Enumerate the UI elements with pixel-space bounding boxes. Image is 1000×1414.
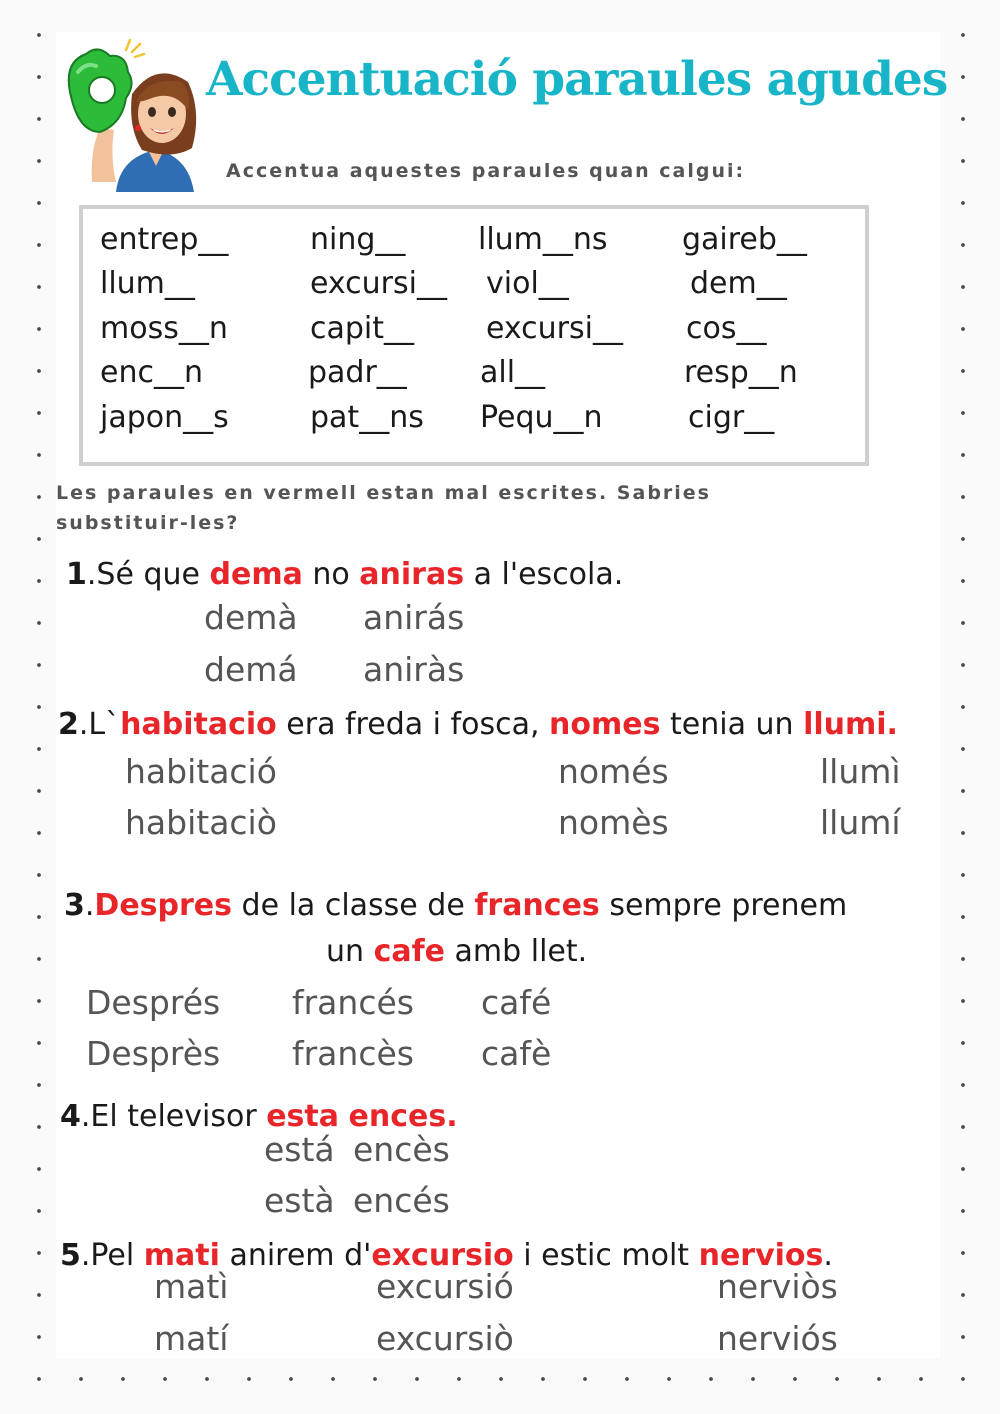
q5-option-mati-2[interactable]: matí	[154, 1319, 229, 1358]
word-r1-c2[interactable]: ning__	[310, 222, 406, 257]
q4-option-ences-2[interactable]: encés	[353, 1181, 450, 1220]
word-r5-c3[interactable]: Pequ__n	[480, 400, 603, 435]
instruction-red-words: Les paraules en vermell estan mal escrites. Sabries substituir-les?	[56, 482, 711, 534]
q5-option-mati-1[interactable]: matì	[154, 1267, 229, 1306]
q1-option-dema-2[interactable]: demá	[204, 650, 298, 689]
word-r4-c4[interactable]: resp__n	[684, 355, 798, 390]
word-r3-c3[interactable]: excursi__	[486, 311, 623, 346]
q2-option-nomes-2[interactable]: nomès	[558, 803, 669, 842]
q3-option-frances-2[interactable]: francès	[292, 1034, 414, 1073]
word-r2-c3[interactable]: viol__	[486, 266, 569, 301]
word-r4-c1[interactable]: enc__n	[100, 355, 203, 390]
q3-option-cafe-1[interactable]: café	[481, 983, 552, 1022]
q2-option-habitacio-1[interactable]: habitació	[125, 752, 277, 791]
sentence-4: 4.El televisor esta ences.	[60, 1099, 458, 1134]
word-r5-c2[interactable]: pat__ns	[310, 400, 424, 435]
word-r1-c3[interactable]: llum__ns	[478, 222, 608, 257]
q2-option-habitacio-2[interactable]: habitaciò	[125, 803, 277, 842]
q3-option-despres-2[interactable]: Desprès	[86, 1034, 221, 1073]
word-r2-c4[interactable]: dem__	[690, 266, 787, 301]
q3-option-despres-1[interactable]: Després	[86, 983, 221, 1022]
word-r5-c1[interactable]: japon__s	[100, 400, 229, 435]
word-r4-c2[interactable]: padr__	[308, 355, 407, 390]
word-r1-c4[interactable]: gaireb__	[682, 222, 807, 257]
q3-option-frances-1[interactable]: francés	[292, 983, 414, 1022]
q2-option-llumi-2[interactable]: llumí	[820, 803, 901, 842]
sentence-5: 5.Pel mati anirem d'excursio i estic molt nervios.	[60, 1238, 833, 1273]
teacher-avatar-illustration	[56, 32, 216, 192]
word-r4-c3[interactable]: all__	[480, 355, 546, 390]
q1-option-aniras-1[interactable]: anirás	[363, 598, 465, 637]
word-r3-c1[interactable]: moss__n	[100, 311, 228, 346]
q4-option-esta-1[interactable]: está	[264, 1130, 335, 1169]
sentence-3-line-2: un cafe amb llet.	[326, 934, 588, 969]
q2-option-nomes-1[interactable]: només	[558, 752, 669, 791]
instruction-accentuate: Accentua aquestes paraules quan calgui:	[226, 160, 746, 182]
word-r2-c2[interactable]: excursi__	[310, 266, 447, 301]
q5-option-excursio-2[interactable]: excursiò	[376, 1319, 514, 1358]
q1-option-dema-1[interactable]: demà	[204, 598, 298, 637]
q5-option-excursio-1[interactable]: excursió	[376, 1267, 514, 1306]
sentence-2: 2.L`habitacio era freda i fosca, nomes tenia un llumi.	[58, 707, 898, 742]
word-r3-c2[interactable]: capit__	[310, 311, 415, 346]
q5-option-nervios-2[interactable]: nerviós	[717, 1319, 838, 1358]
sparkle-icon	[126, 40, 144, 57]
q4-option-esta-2[interactable]: està	[264, 1181, 335, 1220]
page-title: Accentuació paraules agudes	[206, 52, 948, 107]
sentence-3-line-1: 3.Despres de la classe de frances sempre prenem	[64, 888, 848, 923]
word-r2-c1[interactable]: llum__	[100, 266, 195, 301]
sentence-1: 1.Sé que dema no aniras a l'escola.	[66, 557, 624, 592]
word-r5-c4[interactable]: cigr__	[688, 400, 775, 435]
q2-option-llumi-1[interactable]: llumì	[820, 752, 901, 791]
q3-option-cafe-2[interactable]: cafè	[481, 1034, 552, 1073]
q5-option-nervios-1[interactable]: nerviòs	[717, 1267, 838, 1306]
word-r1-c1[interactable]: entrep__	[100, 222, 229, 257]
word-r3-c4[interactable]: cos__	[686, 311, 767, 346]
q4-option-ences-1[interactable]: encès	[353, 1130, 450, 1169]
q1-option-aniras-2[interactable]: aniràs	[363, 650, 465, 689]
